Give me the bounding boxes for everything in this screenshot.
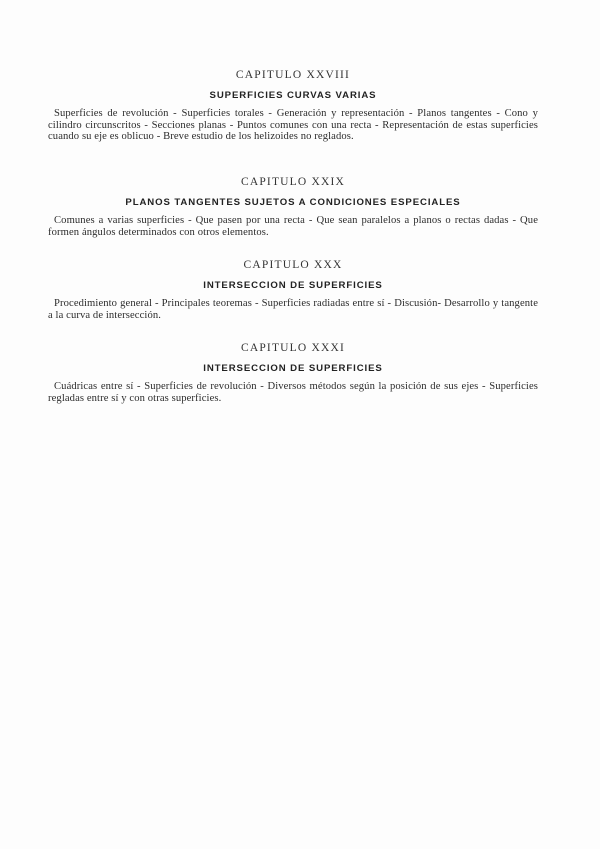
chapter-body: Cuádricas entre sí - Superficies de revolución - Diversos métodos según la posición de sus ejes - Superficies regladas entre sí y con otras superficies.: [48, 381, 538, 404]
chapter-xxviii: [48, 68, 538, 143]
chapter-xxxi: [48, 341, 538, 404]
chapter-body: Superficies de revolución - Superficies torales - Generación y representación - Planos tangentes - Cono y cilindro circunscritos - Secciones planas - Puntos comunes con una recta - Representación de estas superficies cuando su eje es oblicuo - Breve estudio de los helizoides no reglados.: [48, 108, 538, 143]
chapter-title: INTERSECCION DE SUPERFICIES: [203, 280, 383, 291]
chapter-title: PLANOS TANGENTES SUJETOS A CONDICIONES ESPECIALES: [125, 197, 461, 208]
chapter-label: CAPITULO XXX: [243, 259, 343, 271]
chapter-label: CAPITULO XXVIII: [235, 69, 351, 81]
chapter-xxx: [48, 258, 538, 321]
chapter-label: CAPITULO XXIX: [240, 176, 346, 188]
chapter-body: Comunes a varias superficies - Que pasen por una recta - Que sean paralelos a planos o rectas dadas - Que formen ángulos determinados con otros elementos.: [48, 215, 538, 238]
chapter-title: INTERSECCION DE SUPERFICIES: [203, 363, 383, 374]
chapter-body: Procedimiento general - Principales teoremas - Superficies radiadas entre sí - Discusión- Desarrollo y tangente a la curva de intersección.: [48, 298, 538, 321]
chapter-xxix: [48, 175, 538, 238]
chapter-title: SUPERFICIES CURVAS VARIAS: [209, 90, 377, 101]
chapter-label: CAPITULO XXXI: [240, 342, 346, 354]
